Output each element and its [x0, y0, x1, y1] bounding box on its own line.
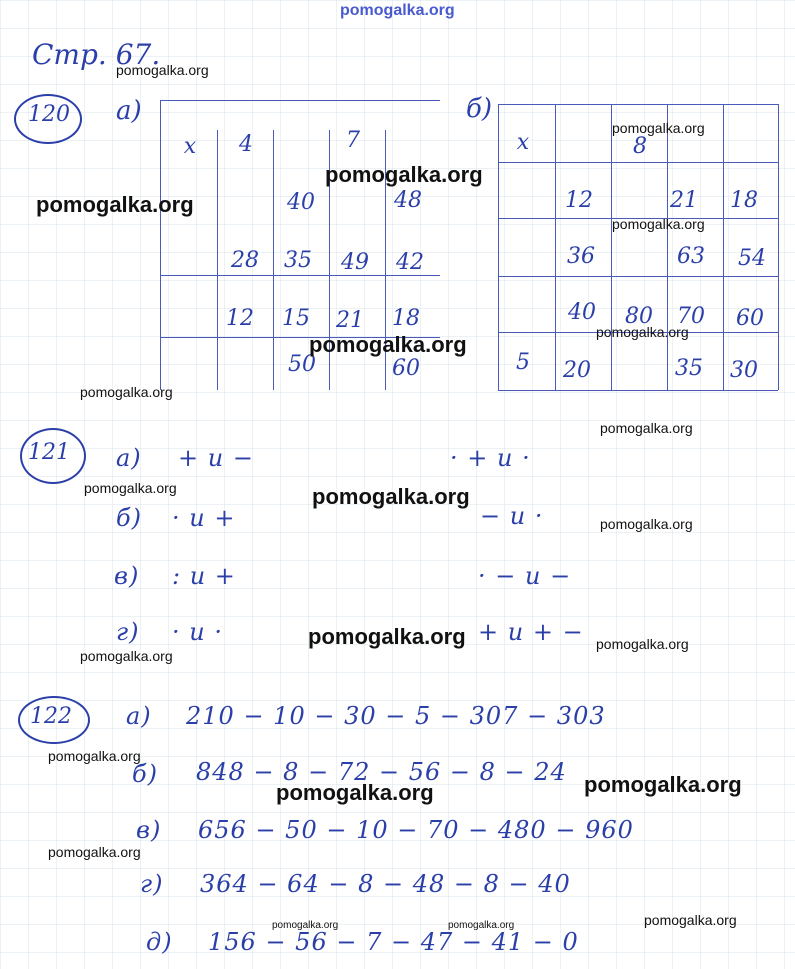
watermark: pomogalka.org: [600, 420, 693, 436]
watermark-label: pomogalka.org: [116, 62, 209, 78]
table-cell: 4: [239, 132, 253, 157]
watermark: pomogalka.org: [596, 636, 689, 652]
table-cell: 42: [396, 250, 424, 275]
table-cell: 49: [341, 250, 369, 275]
table-cell: 35: [675, 356, 703, 381]
exercise-120-a-label: а): [116, 96, 142, 126]
table-cell: 7: [346, 128, 360, 153]
exercise-122-number: 122: [30, 704, 72, 729]
watermark: pomogalka.org: [600, 516, 693, 532]
exercise-122-label: г): [140, 870, 164, 898]
table-cell: 30: [730, 358, 758, 383]
exercise-122-label: в): [136, 816, 162, 844]
table-cell: 60: [392, 356, 420, 381]
watermark: pomogalka.org: [36, 192, 194, 217]
watermark: pomogalka.org: [84, 480, 177, 496]
exercise-120-number: 120: [28, 102, 70, 127]
table-line: [160, 100, 440, 101]
watermark: pomogalka.org: [596, 324, 689, 340]
exercise-122-expression: 848 − 8 − 72 − 56 − 8 − 24: [196, 758, 567, 786]
exercise-121-label: а): [116, 444, 142, 472]
table-cell: 54: [738, 246, 766, 271]
exercise-122-expression: 364 − 64 − 8 − 48 − 8 − 40: [200, 870, 571, 898]
watermark: pomogalka.org: [48, 844, 141, 860]
table-cell: 40: [287, 190, 315, 215]
exercise-121-number: 121: [28, 440, 70, 465]
table-cell: 21: [670, 188, 698, 213]
watermark-top[interactable]: pomogalka.org: [340, 2, 455, 19]
table-cell: 35: [284, 248, 312, 273]
table-cell: х: [516, 130, 530, 155]
table-line: [498, 276, 778, 277]
table-cell: 36: [567, 244, 595, 269]
watermark: pomogalka.org: [612, 216, 705, 232]
table-cell: 63: [677, 244, 705, 269]
watermark: pomogalka.org: [272, 920, 339, 931]
watermark: pomogalka.org: [276, 780, 434, 805]
watermark: pomogalka.org: [644, 912, 737, 928]
table-cell: 80: [625, 304, 653, 329]
exercise-121-label: б): [116, 504, 143, 532]
table-cell: 18: [730, 188, 758, 213]
page-label: Стр. 67.: [32, 38, 161, 71]
watermark: pomogalka.org: [312, 484, 470, 509]
table-line: [160, 275, 440, 276]
exercise-121-left: : и +: [172, 562, 236, 590]
table-line: [160, 100, 161, 390]
exercise-121-right: − и ·: [480, 502, 544, 530]
table-cell: 12: [226, 306, 254, 331]
table-cell: 8: [633, 134, 647, 159]
watermark: pomogalka.org: [80, 648, 173, 664]
table-cell: 70: [677, 304, 705, 329]
exercise-122-label: д): [146, 928, 173, 956]
watermark: pomogalka.org: [584, 772, 742, 797]
table-cell: 40: [568, 300, 596, 325]
exercise-122-expression: 156 − 56 − 7 − 47 − 41 − 0: [208, 928, 579, 956]
exercise-121-right: · − и −: [478, 562, 572, 590]
exercise-122-label: б): [132, 760, 159, 788]
table-cell: 12: [565, 188, 593, 213]
exercise-121-label: в): [114, 562, 140, 590]
table-cell: 15: [282, 306, 310, 331]
watermark: pomogalka.org: [325, 162, 483, 187]
table-cell: 20: [563, 358, 591, 383]
table-cell: 48: [394, 188, 422, 213]
watermark: pomogalka.org: [448, 920, 515, 931]
watermark: pomogalka.org: [308, 624, 466, 649]
exercise-121-left: · и +: [172, 504, 236, 532]
table-cell: 5: [516, 350, 530, 375]
exercise-121-right: + и + −: [478, 618, 584, 646]
table-cell: 60: [736, 306, 764, 331]
exercise-121-left: + и −: [178, 444, 254, 472]
watermark: pomogalka.org: [612, 120, 705, 136]
exercise-121-left: · и ·: [172, 618, 223, 646]
exercise-122-expression: 656 − 50 − 10 − 70 − 480 − 960: [198, 816, 634, 844]
exercise-122-label: а): [126, 702, 152, 730]
exercise-121-label: г): [116, 618, 140, 646]
watermark: pomogalka.org: [80, 384, 173, 400]
watermark: pomogalka.org: [48, 748, 141, 764]
table-cell: 18: [392, 306, 420, 331]
table-line: [498, 390, 778, 391]
table-line: [498, 104, 778, 105]
table-cell: 28: [231, 248, 259, 273]
exercise-120-b-label: б): [466, 94, 493, 124]
table-cell: 21: [336, 308, 364, 333]
table-cell: х: [183, 134, 197, 159]
table-line: [498, 162, 778, 163]
exercise-121-right: · + и ·: [450, 444, 531, 472]
exercise-122-expression: 210 − 10 − 30 − 5 − 307 − 303: [186, 702, 606, 730]
watermark: pomogalka.org: [309, 332, 467, 357]
table-cell: 50: [288, 352, 316, 377]
